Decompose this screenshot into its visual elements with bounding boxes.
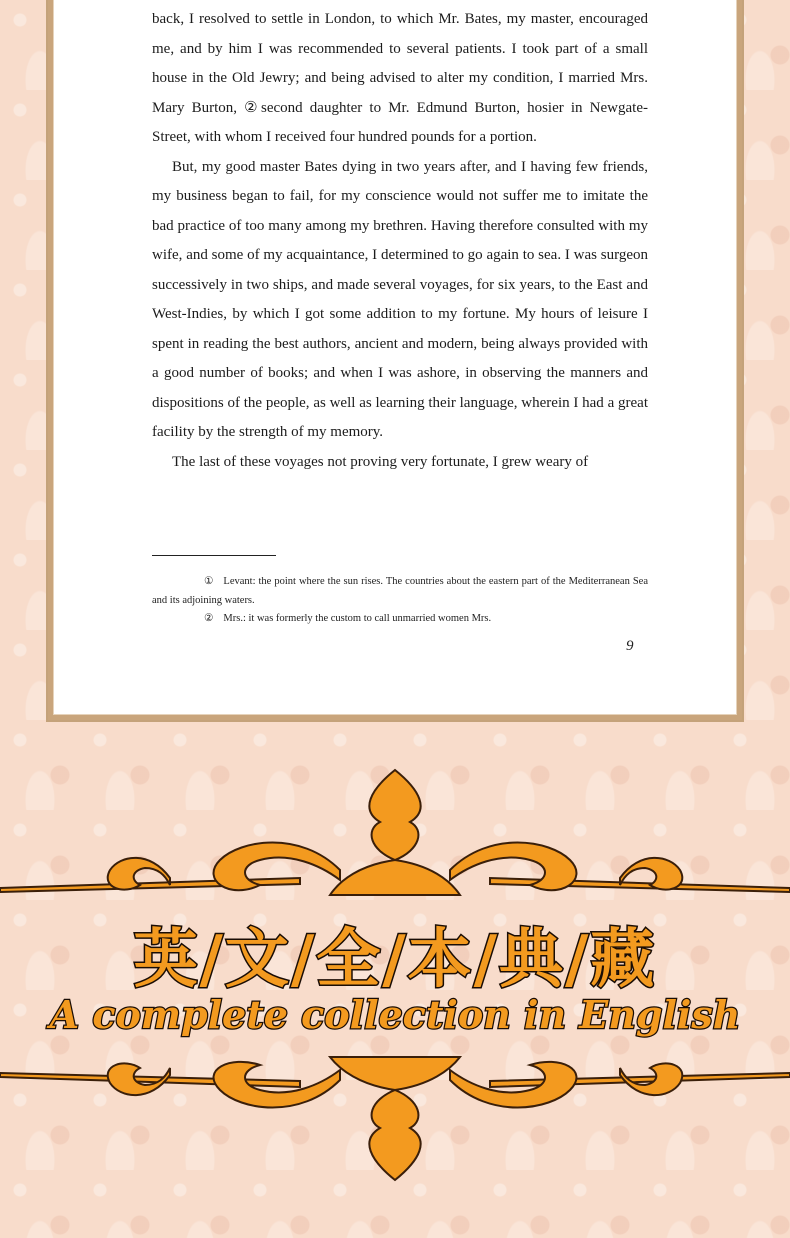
footnote-2-mark: ② — [204, 613, 214, 624]
paragraph-3: The last of these voyages not proving very fortunate, I grew weary of — [172, 453, 589, 470]
footnote-1-mark: ① — [204, 576, 214, 587]
book-page — [53, 0, 737, 715]
footnote-2 — [152, 610, 648, 629]
book-body-text — [152, 5, 648, 477]
book-page-frame — [46, 0, 744, 722]
footnotes — [152, 573, 648, 629]
banner-title-chinese: 英/文/全/本/典/藏 — [133, 923, 657, 997]
footnote-1 — [152, 573, 648, 610]
ornament-bottom-icon — [0, 1055, 790, 1190]
paragraph-1: back, I resolved to settle in London, to which Mr. Bates, my master, encouraged me, and by him I was recommended to several patients. I took part of a small house in the Old Jewry; and being advised to alter my condition, I married Mrs. Mary Burton, ②second daughter to Mr. Edmund Burton, hosier in Newgate-Street, with whom I received four hundred pounds for a portion. — [152, 11, 648, 145]
ornament-top-icon — [0, 760, 790, 900]
banner-title-english: A complete collection in English — [49, 992, 741, 1037]
footnote-divider — [152, 555, 276, 556]
footnote-1-text: Levant: the point where the sun rises. The countries about the eastern part of the Mediterranean Sea and its adjoining waters. — [152, 576, 648, 606]
paragraph-2: But, my good master Bates dying in two years after, and I having few friends, my business began to fail, for my conscience would not suffer me to imitate the bad practice of too many among my brethren. Having therefore consulted with my wife, and some of my acquaintance, I determined to go again to sea. I was surgeon successively in two ships, and made several voyages, for six years, to the East and West-Indies, by which I got some addition to my fortune. My hours of leisure I spent in reading the best authors, ancient and modern, being always provided with a good number of books; and when I was ashore, in observing the manners and dispositions of the people, as well as learning their language, wherein I had a great facility by the strength of my memory. — [152, 158, 648, 440]
footnote-2-text: Mrs.: it was formerly the custom to call unmarried women Mrs. — [223, 613, 492, 624]
page-number: 9 — [626, 638, 634, 654]
